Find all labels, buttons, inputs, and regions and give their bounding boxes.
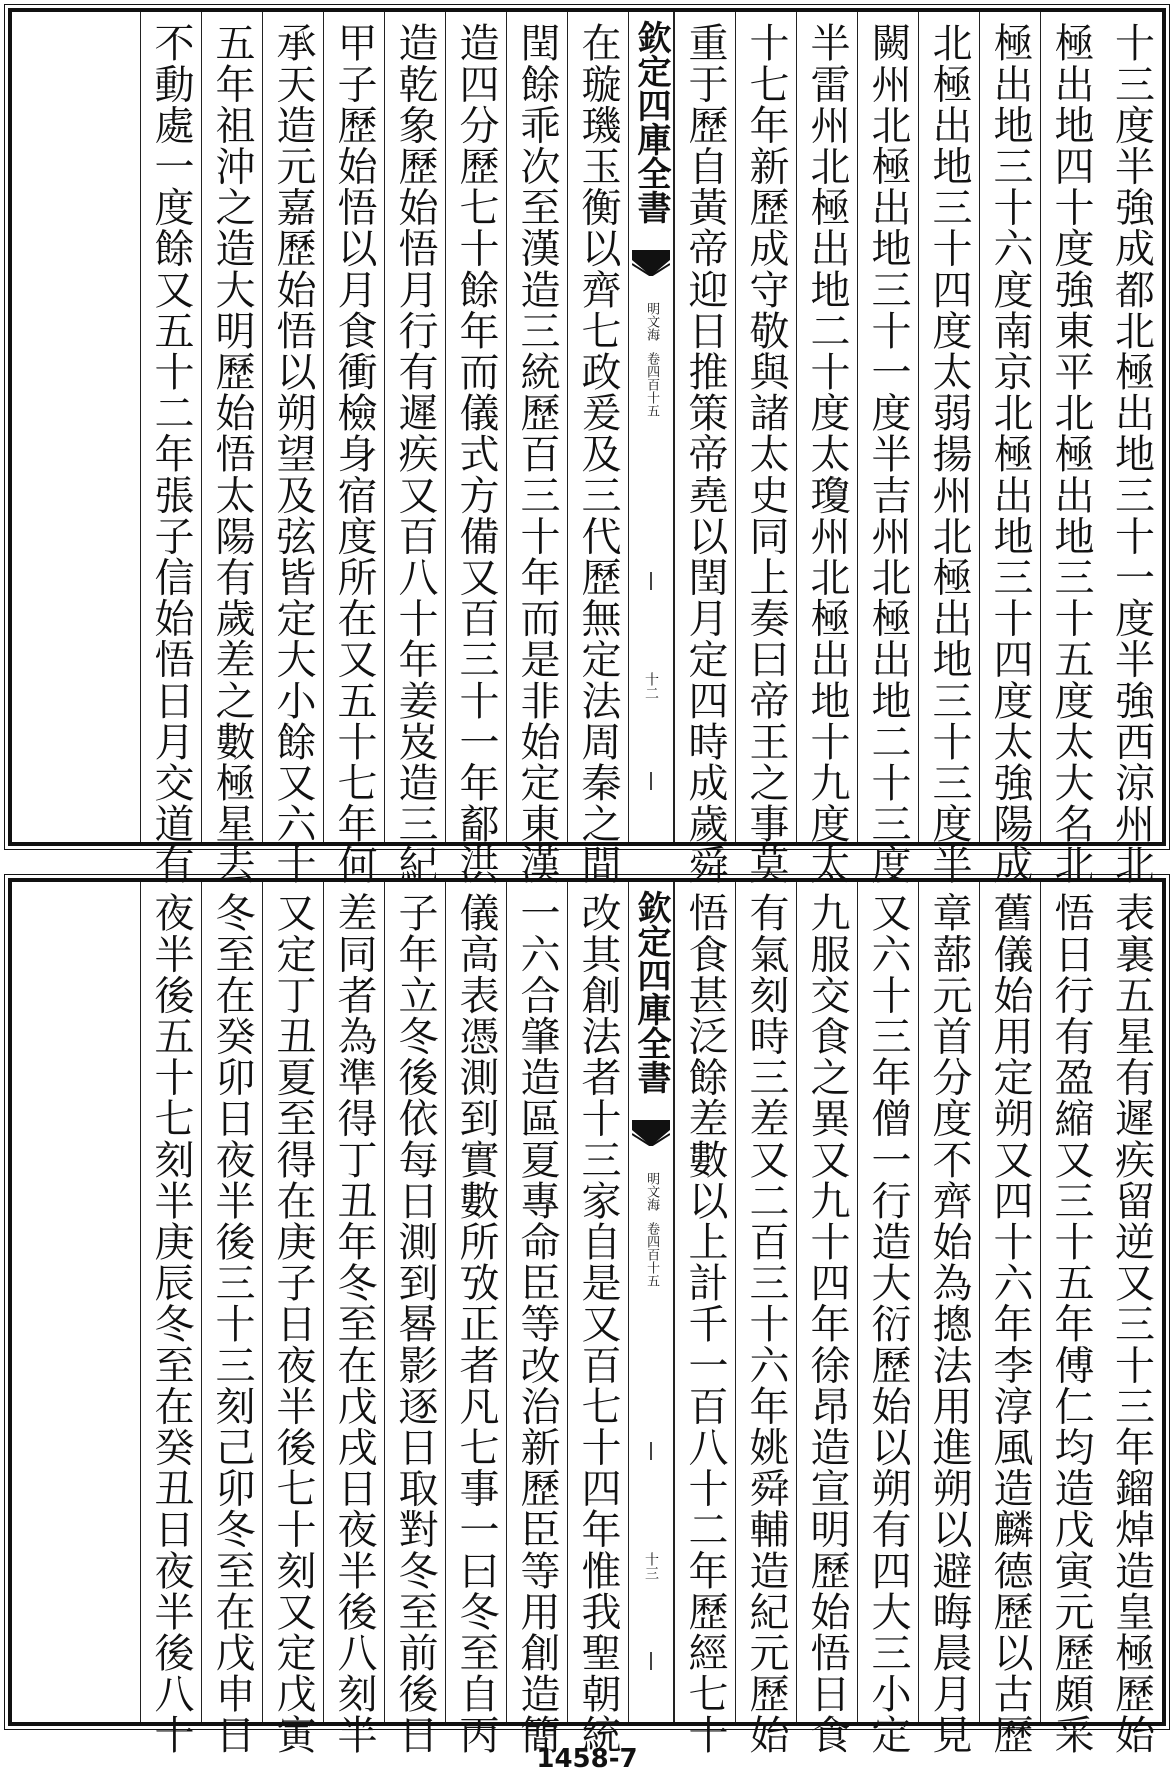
page-top-half — [8, 8, 1166, 886]
spine-book-title: 明文海 — [644, 302, 660, 341]
column-text: 闕州北極出地三十一度半吉州北極出地二十三度 — [865, 22, 911, 886]
fishtail-mark — [632, 250, 670, 276]
page-number-footer: 1458-7 — [536, 1744, 638, 1774]
text-column — [445, 12, 506, 886]
column-text: 改其創法者十三家自是又百七十四年惟我聖朝統 — [575, 892, 621, 1756]
text-column — [384, 882, 445, 1756]
spine-title: 欽定四庫全書 — [631, 20, 671, 224]
text-column — [567, 12, 628, 886]
column-text: 閏餘乖次至漢造三統歷百三十年而是非始定東漢 — [514, 22, 560, 886]
text-columns-top — [12, 12, 1162, 886]
column-text: 又定丁丑夏至得在庚子日夜半後七十刻又定戊寅 — [270, 892, 316, 1756]
text-column — [918, 12, 979, 886]
text-column — [674, 12, 735, 886]
column-text: 承天造元嘉歷始悟以朔望及弦皆定大小餘又六十 — [270, 22, 316, 886]
column-text: 夜半後五十七刻半庚辰冬至在癸丑日夜半後八十 — [148, 892, 194, 1756]
text-column — [796, 12, 857, 886]
page-bottom-half — [8, 878, 1166, 1756]
text-column — [1040, 882, 1101, 1756]
text-column — [506, 12, 567, 886]
column-text: 半雷州北極出地二十度太瓊州北極出地十九度太 — [804, 22, 850, 886]
text-column — [262, 882, 323, 1756]
column-text: 十三度半強成都北極出地三十一度半強西涼州北 — [1108, 22, 1155, 886]
column-text: 極出地三十六度南京北極出地三十四度太強陽成 — [987, 22, 1033, 886]
spine-line-mark — [650, 1442, 652, 1460]
column-text: 悟日行有盈縮又三十五年傅仁均造戊寅元歷頗采 — [1048, 892, 1094, 1756]
column-text: 甲子歷始悟以月食衝檢身宿度所在又五十七年何 — [331, 22, 377, 886]
text-column — [384, 12, 445, 886]
column-text: 子年立冬後依每日測到晷影逐日取對冬至前後日 — [392, 892, 438, 1756]
text-column — [201, 12, 262, 886]
text-column — [140, 12, 201, 886]
column-text: 表裏五星有遲疾留逆又三十三年鎦焯造皇極歷始 — [1108, 892, 1155, 1756]
spine-line-mark — [650, 572, 652, 590]
text-column — [796, 882, 857, 1756]
spine-book-title: 明文海 — [644, 1172, 660, 1211]
column-text: 差同者為準得丁丑年冬至在戊戌日夜半後八刻半 — [331, 892, 377, 1756]
column-text: 悟食甚泛餘差數以上計千一百八十二年歷經七十 — [682, 892, 728, 1756]
column-text: 北極出地三十四度太弱揚州北極出地三十三度半 — [926, 22, 972, 886]
text-column — [1040, 12, 1101, 886]
column-text: 造乾象歷始悟月行有遲疾又百八十年姜岌造三紀 — [392, 22, 438, 886]
text-column — [323, 12, 384, 886]
text-column — [735, 882, 796, 1756]
column-text: 章蔀元首分度不齊始為摠法用進朔以避晦晨月見 — [926, 892, 972, 1756]
text-column — [979, 882, 1040, 1756]
spine-volume: 卷四百十五 — [644, 1222, 660, 1287]
column-text: 重于歷自黃帝迎日推策帝堯以閏月定四時成歲舜 — [682, 22, 728, 886]
spine-page-number: 十三 — [643, 1552, 659, 1580]
text-column — [201, 882, 262, 1756]
column-text: 一六合肇造區夏專命臣等改治新歷臣等用創造簡 — [514, 892, 560, 1756]
fishtail-mark — [632, 1120, 670, 1146]
text-column — [857, 12, 918, 886]
column-text: 在璇璣玉衡以齊七政爰及三代歷無定法周秦之間 — [575, 22, 621, 886]
text-column — [979, 12, 1040, 886]
center-spine — [628, 12, 674, 842]
spine-title: 欽定四庫全書 — [631, 890, 671, 1094]
column-text: 五年祖沖之造大明歷始悟太陽有歲差之數極星去 — [209, 22, 255, 886]
text-column — [262, 12, 323, 886]
text-column — [445, 882, 506, 1756]
column-text: 舊儀始用定朔又四十六年李淳風造麟德歷以古歷 — [987, 892, 1033, 1756]
column-text: 不動處一度餘又五十二年張子信始悟日月交道有 — [148, 22, 194, 886]
spine-page-number: 十二 — [643, 672, 659, 700]
text-column — [140, 882, 201, 1756]
spine-line-mark — [650, 1652, 652, 1670]
text-columns-bottom — [12, 882, 1162, 1756]
column-text: 九服交食之異又九十四年徐昂造宣明歷始悟日食 — [804, 892, 850, 1756]
center-spine — [628, 882, 674, 1722]
text-column — [1101, 12, 1162, 886]
column-text: 冬至在癸卯日夜半後三十三刻己卯冬至在戊申日 — [209, 892, 255, 1756]
column-text: 十七年新歷成守敬與諸太史同上奏曰帝王之事莫 — [743, 22, 789, 886]
text-column — [506, 882, 567, 1756]
text-column — [857, 882, 918, 1756]
column-text: 又六十三年僧一行造大衍歷始以朔有四大三小定 — [865, 892, 911, 1756]
column-text: 有氣刻時三差又二百三十六年姚舜輔造紀元歷始 — [743, 892, 789, 1756]
column-text: 造四分歷七十餘年而儀式方備又百三十一年鄐洪 — [453, 22, 499, 886]
column-text: 極出地四十度強東平北極出地三十五度太大名北 — [1048, 22, 1094, 886]
text-column — [735, 12, 796, 886]
text-column — [918, 882, 979, 1756]
text-column — [1101, 882, 1162, 1756]
spine-volume: 卷四百十五 — [644, 352, 660, 417]
spine-line-mark — [650, 772, 652, 790]
text-column — [323, 882, 384, 1756]
text-column — [567, 882, 628, 1756]
column-text: 儀高表憑測到實數所攷正者凡七事一曰冬至自丙 — [453, 892, 499, 1756]
text-column — [674, 882, 735, 1756]
